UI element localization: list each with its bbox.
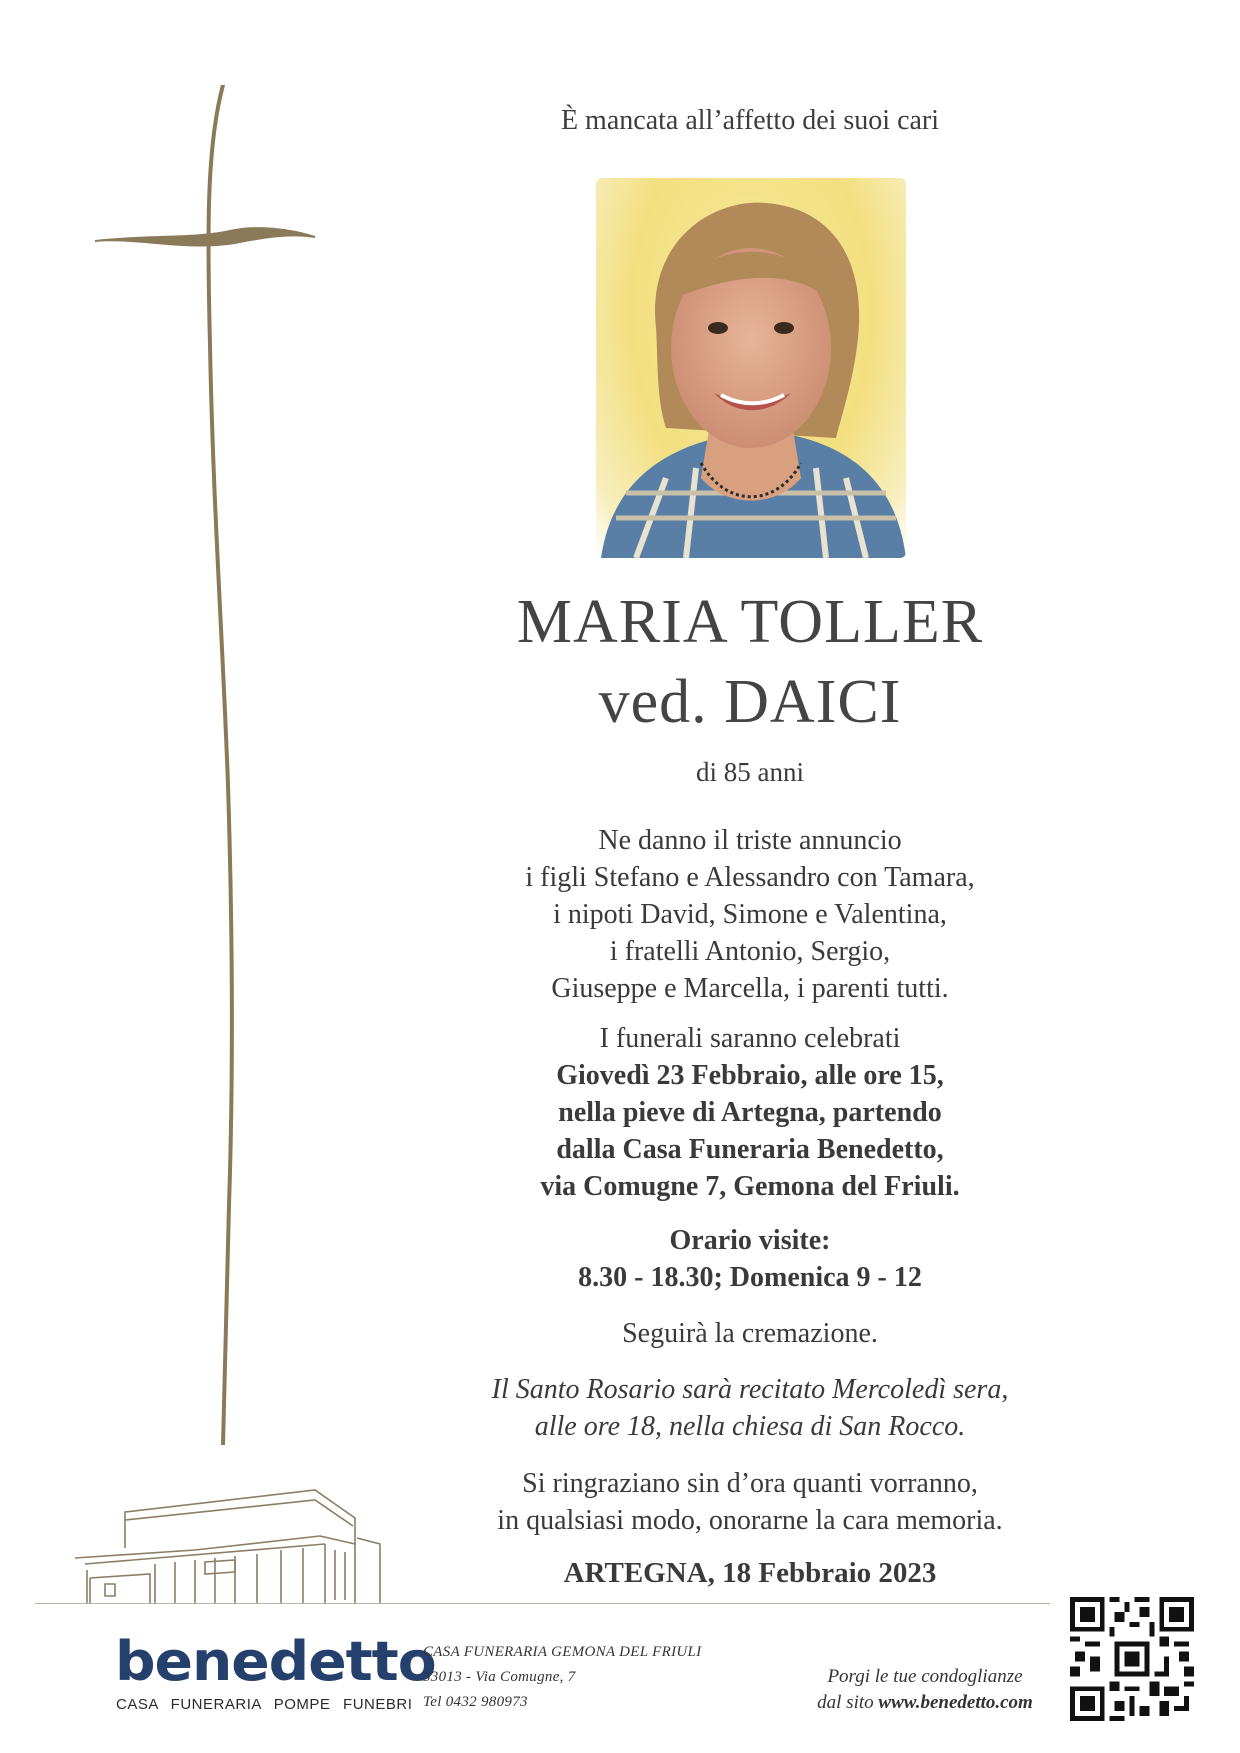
website-link[interactable]: www.benedetto.com (878, 1692, 1033, 1713)
funeral-details (440, 1057, 1060, 1205)
cremation-note: Seguirà la cremazione. (622, 1318, 878, 1349)
funeral-home-address (423, 1640, 701, 1715)
announcement-line: i nipoti David, Simone e Valentina, (553, 899, 947, 930)
address-line: Tel 0432 980973 (423, 1694, 528, 1710)
address-line: CASA FUNERARIA GEMONA DEL FRIULI (423, 1644, 702, 1660)
visiting-hours-title: Orario visite: (669, 1225, 831, 1256)
place-and-date: ARTEGNA, 18 Febbraio 2023 (563, 1557, 937, 1589)
thanks-note (440, 1465, 1060, 1539)
announcement-block (440, 822, 1060, 1007)
thanks-line: Si ringraziano sin d’ora quanti vorranno, (522, 1468, 978, 1499)
rosary-line: alle ore 18, nella chiesa di San Rocco. (534, 1411, 966, 1442)
benedetto-logo: benedetto (115, 1630, 436, 1693)
logo-subtitle: CASA FUNERARIA POMPE FUNEBRI (116, 1696, 413, 1713)
rosary-line: Il Santo Rosario sarà recitato Mercoledì sera, (491, 1374, 1009, 1405)
announcement-line: Ne danno il triste annuncio (598, 825, 902, 856)
name-line-1: MARIA TOLLER (516, 588, 984, 656)
condolences-prefix: dal sito (817, 1692, 879, 1713)
condolences-line-2 (800, 1690, 1050, 1716)
cross-icon (95, 85, 325, 1445)
deceased-name (440, 582, 1060, 742)
portrait-photo (596, 178, 906, 558)
condolences-line-1: Porgi le tue condoglianze (827, 1666, 1023, 1687)
announcement-line: i fratelli Antonio, Sergio, (609, 936, 891, 967)
qr-code-icon[interactable] (1070, 1597, 1194, 1721)
footer-divider (35, 1603, 1050, 1604)
funeral-intro: I funerali saranno celebrati (599, 1023, 901, 1054)
announcement-line: Giuseppe e Marcella, i parenti tutti. (551, 973, 949, 1004)
funeral-detail-line: via Comugne 7, Gemona del Friuli. (540, 1171, 960, 1202)
intro-text: È mancata all’affetto dei suoi cari (560, 105, 940, 136)
announcement-line: i figli Stefano e Alessandro con Tamara, (525, 862, 975, 893)
visiting-hours: 8.30 - 18.30; Domenica 9 - 12 (578, 1262, 922, 1293)
rosary-note (440, 1371, 1060, 1445)
funeral-detail-line: Giovedì 23 Febbraio, alle ore 15, (556, 1060, 944, 1091)
funeral-home-building-icon (35, 1488, 405, 1604)
funeral-detail-line: nella pieve di Artegna, partendo (558, 1097, 942, 1128)
funeral-detail-line: dalla Casa Funeraria Benedetto, (556, 1134, 944, 1165)
thanks-line: in qualsiasi modo, onorarne la cara memoria. (497, 1505, 1003, 1536)
age-text: di 85 anni (696, 757, 804, 787)
condolences-note (800, 1664, 1050, 1716)
address-line: 33013 - Via Comugne, 7 (423, 1669, 576, 1685)
name-line-2: ved. DAICI (598, 668, 902, 736)
